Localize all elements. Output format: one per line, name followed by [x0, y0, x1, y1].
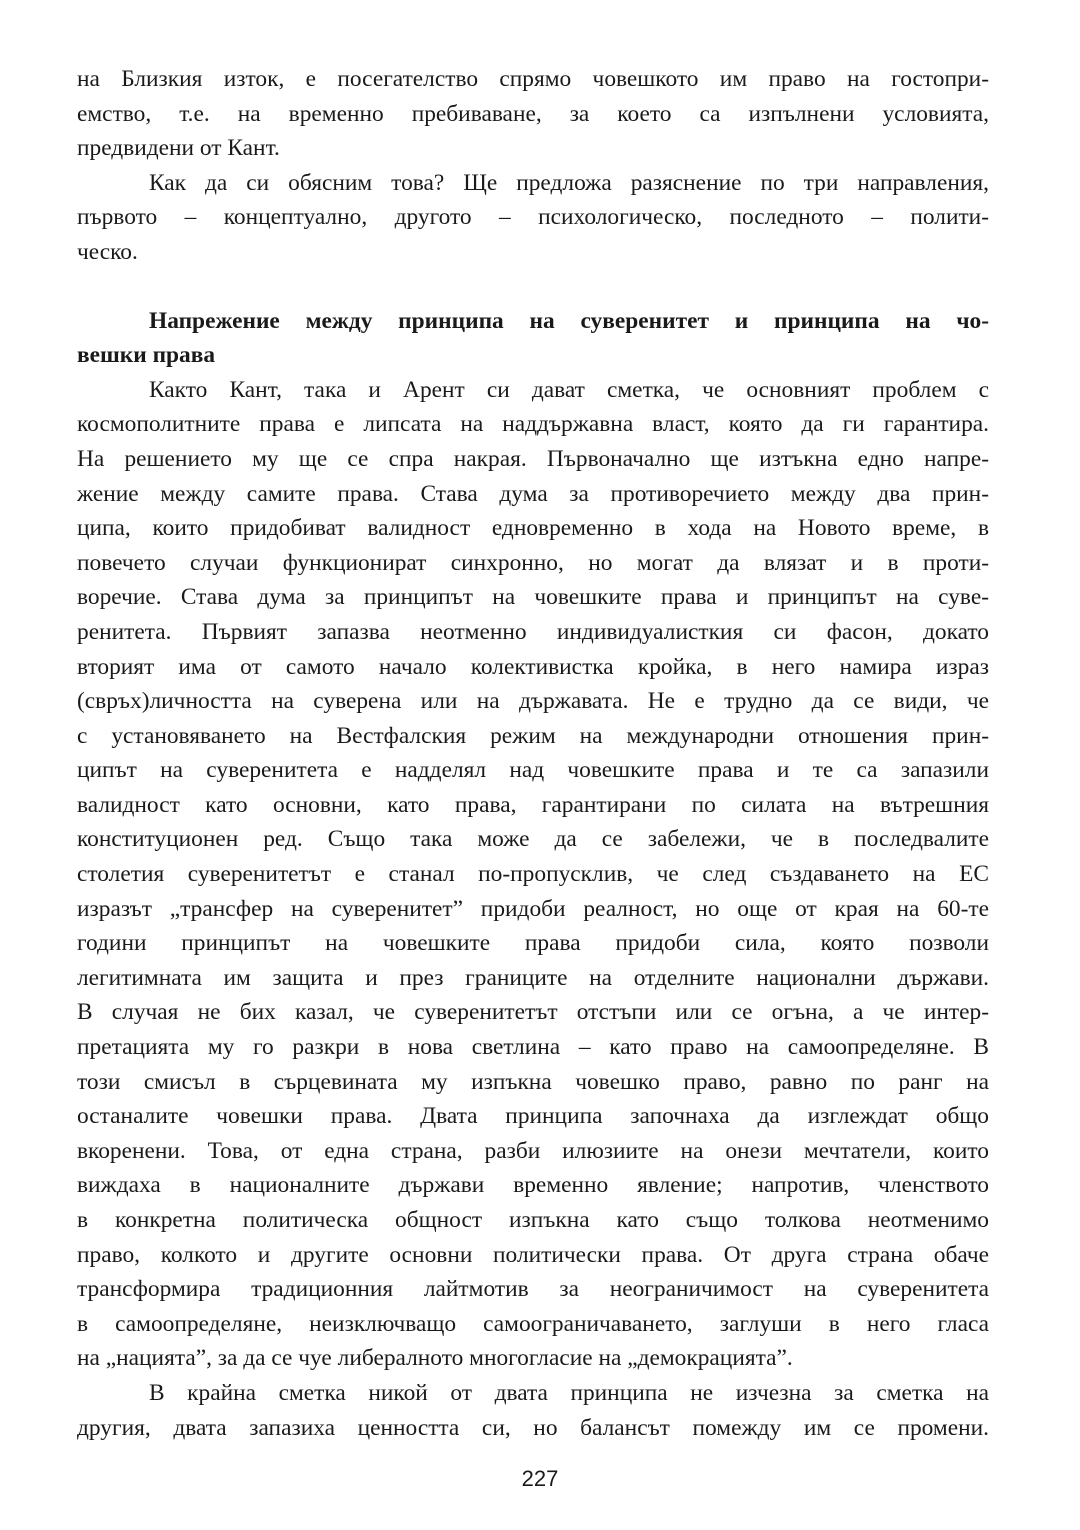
text-line: другия, двата запазиха ценността си, но балансът помежду им се промени.: [77, 1414, 989, 1441]
text-line: вторият има от самото начало колективистка кройка, в него намира израз: [77, 653, 989, 680]
text-line: в самоопределяне, неизключващо самоограничаването, заглуши в него гласа: [77, 1310, 989, 1337]
paragraph: [77, 62, 989, 166]
text-line: легитимната им защита и през границите на отделните национални държави.: [77, 964, 989, 991]
text-line: повечето случаи функционират синхронно, но могат да влязат и в проти-: [77, 549, 989, 576]
text-line: емство, т.е. на временно пребиваване, за което са изпълнени условията,: [77, 100, 989, 127]
text-line: жение между самите права. Става дума за противоречието между два прин-: [77, 480, 989, 507]
text-line: трансформира традиционния лайтмотив за неограничимост на суверенитета: [77, 1276, 989, 1303]
text-line: Както Кант, така и Арент си дават сметка, че основният проблем с: [149, 376, 989, 403]
text-line: първото – концептуално, другото – психологическо, последното – полити-: [77, 204, 989, 231]
text-line: ципа, които придобиват валидност едновременно в хода на Новото време, в: [77, 515, 989, 542]
text-line: този смисъл в сърцевината му изпъкна човешко право, равно по ранг на: [77, 1068, 989, 1095]
text-line: ческо.: [77, 238, 138, 265]
text-line: останалите човешки права. Двата принципа започнаха да изглеждат общо: [77, 1103, 989, 1130]
page-body: [77, 62, 989, 1445]
text-line: години принципът на човешките права придоби сила, която позволи: [77, 930, 989, 957]
text-line: В случая не бих казал, че суверенитетът отстъпи или се огъна, а че интер-: [77, 999, 989, 1026]
text-line: ципът на суверенитета е надделял над човешките права и те са запазили: [77, 757, 989, 784]
text-line: ренитета. Първият запазва неотменно индивидуалисткия си фасон, докато: [77, 618, 989, 645]
text-line: право, колкото и другите основни политически права. От друга страна обаче: [77, 1241, 989, 1268]
text-line: на „нацията”, за да се чуе либералното многогласие на „демокрацията”.: [77, 1345, 793, 1372]
paragraph: [77, 373, 989, 1376]
paragraph: [77, 166, 989, 270]
text-line: валидност като основни, като права, гарантирани по силата на вътрешния: [77, 791, 989, 818]
text-line: Как да си обясним това? Ще предложа разяснение по три направления,: [149, 169, 989, 196]
text-line: изразът „трансфер на суверенитет” придоби реалност, но още от края на 60-те: [77, 895, 989, 922]
heading-line: Напрежение между принципа на суверенитет и принципа на чо-: [149, 307, 989, 334]
text-line: на Близкия изток, е посегателство спрямо човешкото им право на гостопри-: [77, 66, 989, 92]
paragraph: [77, 1376, 989, 1445]
text-line: претацията му го разкри в нова светлина – като право на самоопределяне. В: [77, 1034, 989, 1061]
text-line: космополитните права е липсата на наддържавна власт, която да ги гарантира.: [77, 411, 989, 438]
text-line: виждаха в националните държави временно явление; напротив, членството: [77, 1172, 989, 1199]
section-spacer: [77, 270, 989, 304]
text-line: вкоренени. Това, от една страна, разби илюзиите на онези мечтатели, които: [77, 1137, 989, 1164]
page-number: 227: [521, 1466, 559, 1491]
text-line: столетия суверенитетът е станал по-пропусклив, че след създаването на ЕС: [77, 861, 989, 888]
text-line: (свръх)личността на суверена или на държавата. Не е трудно да се види, че: [77, 688, 989, 715]
section-heading: [77, 304, 989, 373]
text-line: в конкретна политическа общност изпъкна като също толкова неотменимо: [77, 1207, 989, 1233]
text-line: В крайна сметка никой от двата принципа не изчезна за сметка на: [149, 1379, 989, 1406]
text-line: с установяването на Вестфалския режим на международни отношения прин-: [77, 722, 989, 749]
heading-line: вешки права: [77, 342, 216, 369]
text-line: конституционен ред. Също така може да се забележи, че в последвалите: [77, 826, 989, 853]
text-line: воречие. Става дума за принципът на човешките права и принципът на суве-: [77, 584, 989, 611]
text-line: На решението му ще се спра накрая. Първоначално ще изтъкна едно напре-: [77, 445, 989, 472]
text-line: предвидени от Кант.: [77, 135, 280, 162]
